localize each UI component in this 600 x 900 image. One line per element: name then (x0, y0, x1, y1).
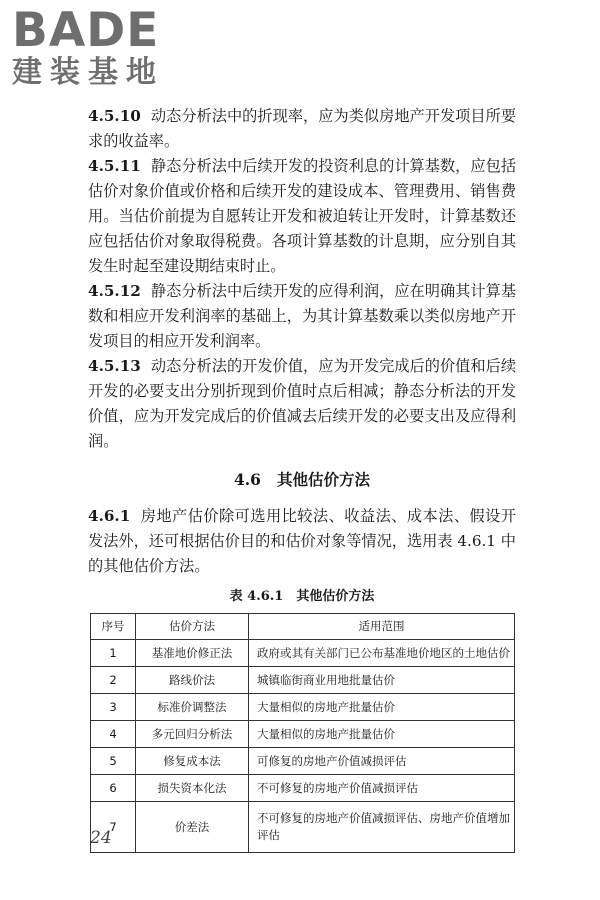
cell-scope: 大量相似的房地产批量估价 (249, 694, 515, 721)
table-caption: 表 4.6.1 其他估价方法 (229, 589, 375, 604)
logo-subtitle: 建装基地 (12, 55, 164, 90)
cell-scope: 政府或其有关部门已公布基准地价地区的土地估价 (249, 640, 515, 667)
logo-brand: BADE (12, 3, 160, 58)
methods-table (90, 613, 515, 853)
cell-scope: 大量相似的房地产批量估价 (249, 721, 515, 748)
cell-method: 价差法 (136, 802, 249, 853)
cell-index: 2 (91, 667, 136, 694)
clause-4-5-12 (88, 279, 516, 354)
page-number: 24 (90, 828, 112, 848)
section-heading (88, 467, 516, 493)
table-header-row (91, 614, 515, 640)
cell-method: 修复成本法 (136, 748, 249, 775)
clause-text: 房地产估价除可选用比较法、收益法、成本法、假设开发法外，还可根据估价目的和估价对象等情况，选用表 4.6.1 中的其他估价方法。 (88, 507, 516, 575)
section-title: 其他估价方法 (276, 470, 370, 489)
table-row (91, 748, 515, 775)
cell-index: 7 (91, 802, 136, 853)
table-row (91, 775, 515, 802)
table-row (91, 694, 515, 721)
page-content (88, 104, 516, 853)
cell-scope: 不可修复的房地产价值减损评估 (249, 775, 515, 802)
section-number: 4.6 (234, 470, 261, 489)
cell-index: 5 (91, 748, 136, 775)
cell-index: 6 (91, 775, 136, 802)
cell-method: 标准价调整法 (136, 694, 249, 721)
table-row (91, 802, 515, 853)
header-index: 序号 (91, 614, 136, 640)
cell-index: 4 (91, 721, 136, 748)
clause-4-5-10 (88, 104, 516, 154)
cell-method: 基准地价修正法 (136, 640, 249, 667)
header-method: 估价方法 (136, 614, 249, 640)
table-row (91, 721, 515, 748)
clause-text: 静态分析法中后续开发的投资利息的计算基数，应包括估价对象价值或价格和后续开发的建设成本、管理费用、销售费用。当估价前提为自愿转让开发和被迫转让开发时，计算基数还应包括估价对象取得税费。各项计算基数的计息期，应分别自其发生时起至建设期结束时止。 (88, 157, 516, 275)
clause-4-5-13 (88, 354, 516, 454)
cell-method: 路线价法 (136, 667, 249, 694)
cell-scope: 可修复的房地产价值减损评估 (249, 748, 515, 775)
clause-number: 4.6.1 (88, 507, 131, 525)
clause-number: 4.5.11 (88, 157, 141, 175)
cell-method: 多元回归分析法 (136, 721, 249, 748)
cell-scope: 不可修复的房地产价值减损评估、房地产价值增加评估 (249, 802, 515, 853)
cell-scope: 城镇临街商业用地批量估价 (249, 667, 515, 694)
clause-text: 静态分析法中后续开发的应得利润，应在明确其计算基数和相应开发利润率的基础上，为其计算基数乘以类似房地产开发项目的相应开发利润率。 (88, 282, 516, 350)
publisher-logo (12, 3, 182, 96)
cell-method: 损失资本化法 (136, 775, 249, 802)
clause-text: 动态分析法的开发价值，应为开发完成后的价值和后续开发的必要支出分别折现到价值时点后相减；静态分析法的开发价值，应为开发完成后的价值减去后续开发的必要支出及应得利润。 (88, 357, 516, 450)
table-row (91, 667, 515, 694)
clause-4-6-1 (88, 504, 516, 579)
clause-text: 动态分析法中的折现率，应为类似房地产开发项目所要求的收益率。 (88, 107, 516, 150)
table-row (91, 640, 515, 667)
clause-number: 4.5.10 (88, 107, 141, 125)
cell-index: 1 (91, 640, 136, 667)
clause-number: 4.5.13 (88, 357, 141, 375)
cell-index: 3 (91, 694, 136, 721)
clause-number: 4.5.12 (88, 282, 141, 300)
clause-4-5-11 (88, 154, 516, 279)
header-scope: 适用范围 (249, 614, 515, 640)
